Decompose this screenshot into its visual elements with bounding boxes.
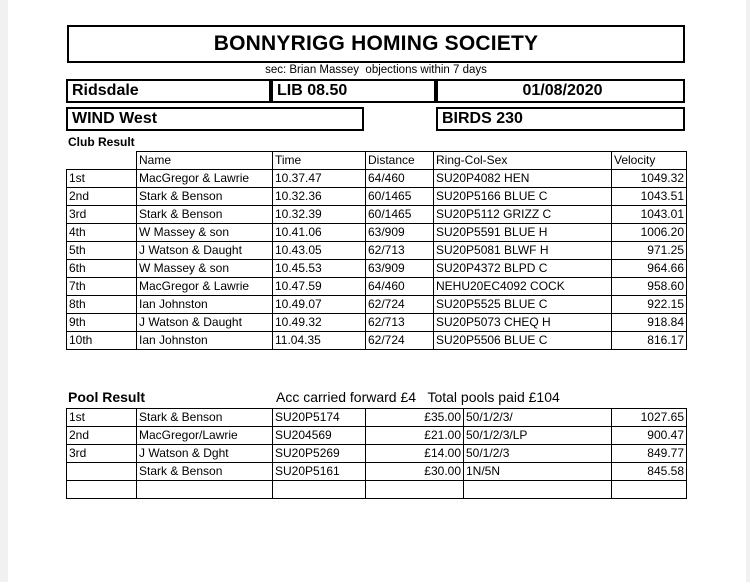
velocity-cell: 1049.32 — [612, 170, 687, 188]
time-cell: 10.47.59 — [273, 278, 366, 296]
distance-cell: 62/713 — [366, 314, 434, 332]
wind-direction: WIND West — [66, 107, 364, 131]
distance-cell: 64/460 — [366, 278, 434, 296]
pools-cell: 50/1/2/3 — [464, 445, 612, 463]
time-cell: 11.04.35 — [273, 332, 366, 350]
velocity-cell: 922.15 — [612, 296, 687, 314]
liberation-time: LIB 08.50 — [271, 79, 436, 103]
name-cell: Stark & Benson — [137, 409, 273, 427]
velocity-cell: 849.77 — [612, 445, 687, 463]
header-name: Name — [137, 152, 273, 170]
header-distance: Distance — [366, 152, 434, 170]
race-date: 01/08/2020 — [436, 79, 685, 103]
secretary-note: sec: Brian Massey objections within 7 days — [265, 64, 487, 76]
velocity-cell: 845.58 — [612, 463, 687, 481]
society-title-text: BONNYRIGG HOMING SOCIETY — [213, 32, 539, 55]
table-row — [67, 427, 687, 445]
ring-cell: SU20P5174 — [273, 409, 366, 427]
pools-cell: 1N/5N — [464, 463, 612, 481]
header-time: Time — [273, 152, 366, 170]
position-cell: 2nd — [67, 188, 137, 206]
table-row — [67, 188, 687, 206]
bird-count: BIRDS 230 — [436, 107, 685, 131]
ring-cell: SU20P5112 GRIZZ C — [434, 206, 612, 224]
velocity-cell: 1006.20 — [612, 224, 687, 242]
position-cell: 2nd — [67, 427, 137, 445]
position-cell — [67, 463, 137, 481]
velocity-cell: 958.60 — [612, 278, 687, 296]
ring-cell: NEHU20EC4092 COCK — [434, 278, 612, 296]
position-cell: 3rd — [67, 206, 137, 224]
velocity-cell: 1027.65 — [612, 409, 687, 427]
table-row — [67, 409, 687, 427]
header-ring: Ring-Col-Sex — [434, 152, 612, 170]
table-row — [67, 242, 687, 260]
ring-cell: SU20P5161 — [273, 463, 366, 481]
club-results-table — [66, 151, 687, 350]
ring-cell: SU20P4372 BLPD C — [434, 260, 612, 278]
position-cell: 7th — [67, 278, 137, 296]
name-cell: J Watson & Daught — [137, 314, 273, 332]
distance-cell: 64/460 — [366, 170, 434, 188]
table-row — [67, 445, 687, 463]
pools-cell: 50/1/2/3/ — [464, 409, 612, 427]
table-row — [67, 314, 687, 332]
ring-cell: SU20P5506 BLUE C — [434, 332, 612, 350]
distance-cell: 62/713 — [366, 242, 434, 260]
name-cell: W Massey & son — [137, 260, 273, 278]
pool-results-table — [66, 408, 687, 499]
position-cell: 1st — [67, 409, 137, 427]
distance-cell: 63/909 — [366, 224, 434, 242]
name-cell: MacGregor/Lawrie — [137, 427, 273, 445]
pool-result-label: Pool Result — [68, 389, 146, 405]
name-cell — [137, 481, 273, 499]
position-cell: 8th — [67, 296, 137, 314]
distance-cell: 62/724 — [366, 296, 434, 314]
table-row — [67, 170, 687, 188]
velocity-cell: 816.17 — [612, 332, 687, 350]
velocity-cell — [612, 481, 687, 499]
time-cell: 10.41.06 — [273, 224, 366, 242]
name-cell: J Watson & Daught — [137, 242, 273, 260]
position-cell: 10th — [67, 332, 137, 350]
position-cell: 4th — [67, 224, 137, 242]
name-cell: Stark & Benson — [137, 206, 273, 224]
position-cell: 5th — [67, 242, 137, 260]
society-title — [67, 25, 685, 63]
velocity-cell: 964.66 — [612, 260, 687, 278]
pool-summary: Acc carried forward £4 Total pools paid £104 — [276, 389, 560, 405]
name-cell: MacGregor & Lawrie — [137, 170, 273, 188]
table-row — [67, 332, 687, 350]
name-cell: W Massey & son — [137, 224, 273, 242]
time-cell: 10.32.36 — [273, 188, 366, 206]
pools-cell: 50/1/2/3/LP — [464, 427, 612, 445]
position-cell — [67, 481, 137, 499]
distance-cell: 60/1465 — [366, 188, 434, 206]
velocity-cell: 918.84 — [612, 314, 687, 332]
results-sheet — [8, 0, 746, 582]
distance-cell: 63/909 — [366, 260, 434, 278]
race-location: Ridsdale — [66, 79, 271, 103]
amount-cell: £21.00 — [366, 427, 464, 445]
velocity-cell: 900.47 — [612, 427, 687, 445]
time-cell: 10.43.05 — [273, 242, 366, 260]
club-header-row — [67, 152, 687, 170]
table-row — [67, 278, 687, 296]
name-cell: Stark & Benson — [137, 188, 273, 206]
amount-cell: £35.00 — [366, 409, 464, 427]
table-row — [67, 224, 687, 242]
name-cell: Ian Johnston — [137, 332, 273, 350]
header-velocity: Velocity — [612, 152, 687, 170]
amount-cell — [366, 481, 464, 499]
distance-cell: 60/1465 — [366, 206, 434, 224]
position-cell: 3rd — [67, 445, 137, 463]
ring-cell: SU20P5073 CHEQ H — [434, 314, 612, 332]
velocity-cell: 1043.01 — [612, 206, 687, 224]
ring-cell — [273, 481, 366, 499]
position-cell: 6th — [67, 260, 137, 278]
position-cell: 1st — [67, 170, 137, 188]
time-cell: 10.45.53 — [273, 260, 366, 278]
name-cell: J Watson & Dght — [137, 445, 273, 463]
velocity-cell: 971.25 — [612, 242, 687, 260]
club-result-label: Club Result — [68, 135, 135, 149]
ring-cell: SU20P5081 BLWF H — [434, 242, 612, 260]
pools-cell — [464, 481, 612, 499]
time-cell: 10.49.07 — [273, 296, 366, 314]
header-spacer — [67, 152, 137, 170]
time-cell: 10.37.47 — [273, 170, 366, 188]
ring-cell: SU20P5166 BLUE C — [434, 188, 612, 206]
ring-cell: SU204569 — [273, 427, 366, 445]
ring-cell: SU20P5269 — [273, 445, 366, 463]
table-row — [67, 463, 687, 481]
time-cell: 10.32.39 — [273, 206, 366, 224]
time-cell: 10.49.32 — [273, 314, 366, 332]
table-row — [67, 206, 687, 224]
velocity-cell: 1043.51 — [612, 188, 687, 206]
ring-cell: SU20P5591 BLUE H — [434, 224, 612, 242]
ring-cell: SU20P5525 BLUE C — [434, 296, 612, 314]
ring-cell: SU20P4082 HEN — [434, 170, 612, 188]
name-cell: MacGregor & Lawrie — [137, 278, 273, 296]
table-row — [67, 260, 687, 278]
amount-cell: £30.00 — [366, 463, 464, 481]
table-row — [67, 481, 687, 499]
distance-cell: 62/724 — [366, 332, 434, 350]
table-row — [67, 296, 687, 314]
name-cell: Ian Johnston — [137, 296, 273, 314]
amount-cell: £14.00 — [366, 445, 464, 463]
position-cell: 9th — [67, 314, 137, 332]
name-cell: Stark & Benson — [137, 463, 273, 481]
